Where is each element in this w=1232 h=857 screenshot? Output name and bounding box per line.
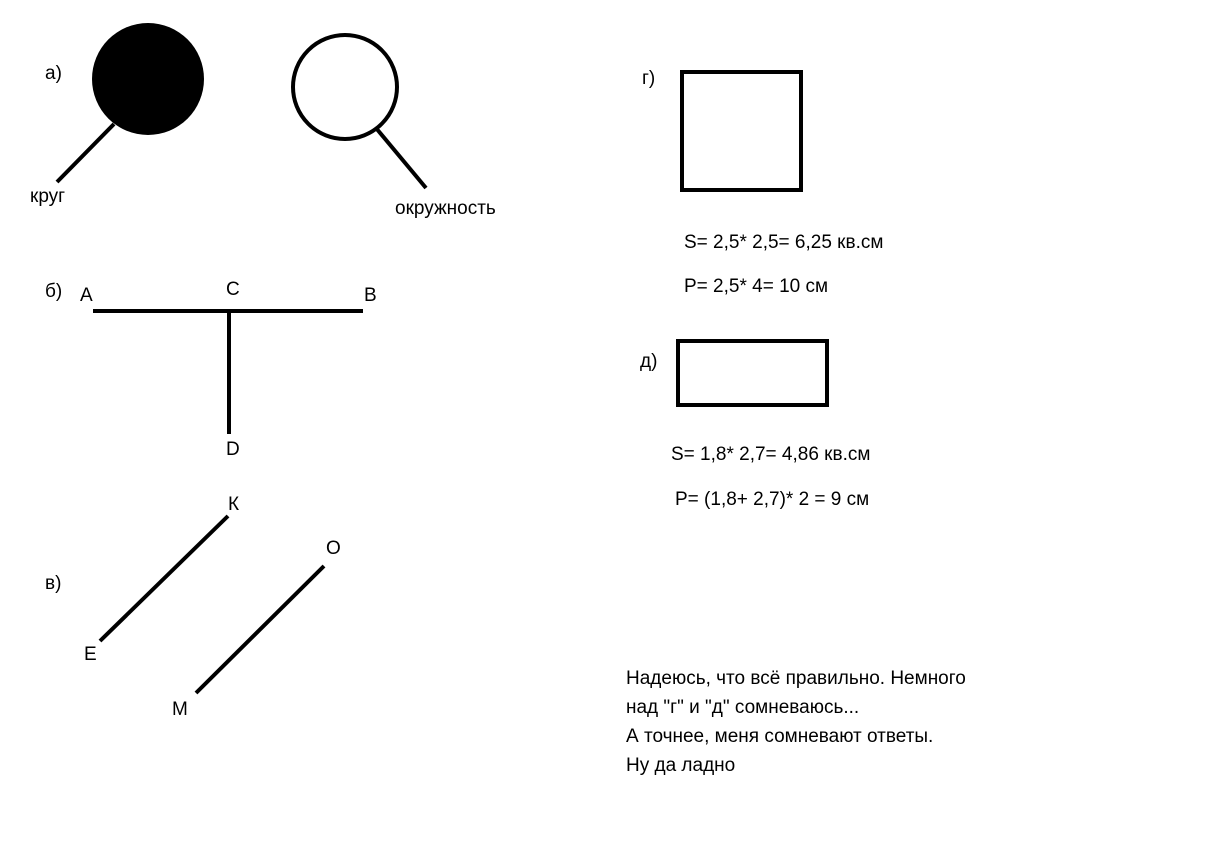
outline-circle bbox=[293, 35, 397, 139]
rectangle-area-formula: S= 1,8* 2,7= 4,86 кв.см bbox=[671, 444, 871, 465]
outline-circle-caption: окружность bbox=[395, 198, 496, 219]
circle-pointer-line bbox=[57, 124, 114, 182]
square-perimeter-formula: P= 2,5* 4= 10 см bbox=[684, 276, 829, 297]
circle-caption: круг bbox=[30, 186, 66, 207]
segment-mo bbox=[196, 566, 324, 693]
point-o-label: О bbox=[326, 538, 341, 559]
note-line-2: над "г" и "д" сомневаюсь... bbox=[626, 697, 860, 718]
label-b: б) bbox=[45, 281, 63, 302]
square-area-formula: S= 2,5* 2,5= 6,25 кв.см bbox=[684, 232, 884, 253]
label-a: а) bbox=[45, 63, 62, 84]
note-line-3: А точнее, меня сомневают ответы. bbox=[626, 726, 934, 747]
filled-circle bbox=[92, 23, 204, 135]
segment-ek bbox=[100, 516, 228, 641]
author-note bbox=[626, 664, 966, 780]
note-line-4: Ну да ладно bbox=[626, 755, 736, 776]
point-b-label: B bbox=[364, 285, 377, 306]
label-v: в) bbox=[45, 573, 62, 594]
rectangle-perimeter-formula: P= (1,8+ 2,7)* 2 = 9 см bbox=[675, 489, 870, 510]
point-d-label: D bbox=[226, 439, 240, 460]
outline-circle-pointer-line bbox=[376, 128, 426, 188]
point-e-label: Е bbox=[84, 644, 97, 665]
point-a-label: A bbox=[80, 285, 93, 306]
point-c-label: C bbox=[226, 279, 240, 300]
point-m-label: М bbox=[172, 699, 188, 720]
note-line-1: Надеюсь, что всё правильно. Немного bbox=[626, 668, 966, 689]
rectangle-shape bbox=[678, 341, 827, 405]
point-k-label: К bbox=[228, 494, 240, 515]
label-g: г) bbox=[642, 68, 656, 89]
label-d: д) bbox=[640, 351, 658, 372]
square-shape bbox=[682, 72, 801, 190]
